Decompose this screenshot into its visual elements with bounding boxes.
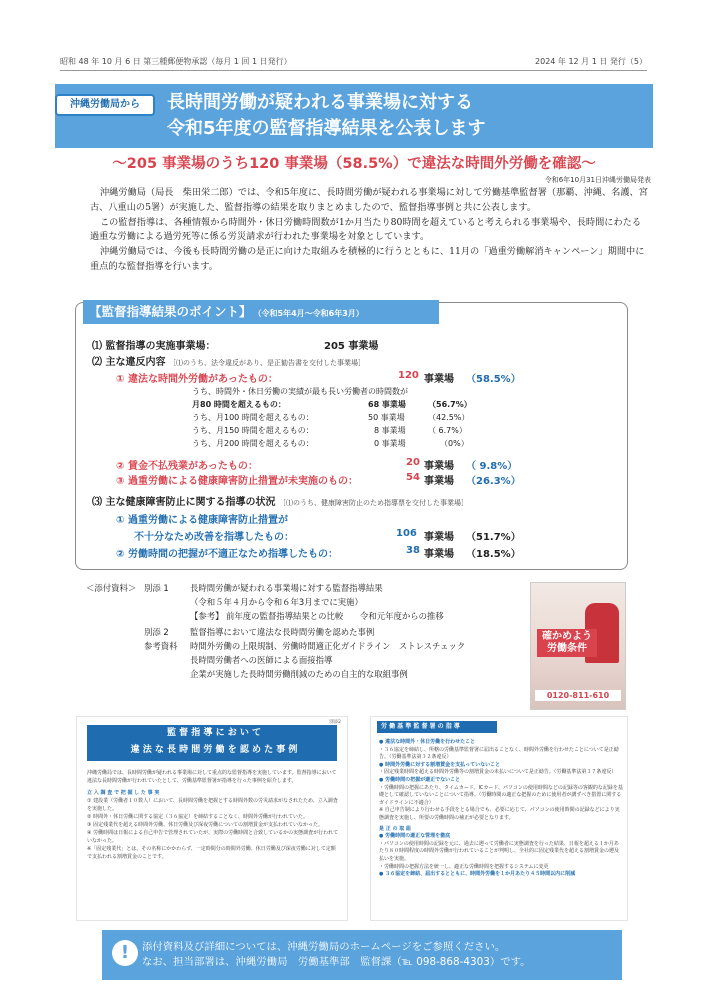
intro-paragraph: この監督指導は、各種情報から時間外・休日労働時間数が1か月当たり80時間を超えていると考えられる事業場や、長時間にわたる過重な労働による過労死等に係る労災請求が行われた事業場を対象としています。	[90, 216, 642, 243]
guidance-2-unit: 事業場	[424, 549, 454, 560]
intro-paragraph: 沖縄労働局では、今後も長時間労働の是正に向けた取組みを積極的に行うとともに、11月の「過重労働解消キャンペーン」期間中に重点的な監督指導を行います。	[90, 246, 645, 272]
sub-row-pct: （ 6.7%）	[428, 426, 467, 435]
doc-left-fact: ※「固定残業代」とは、その名称にかかわらず、一定時間分の時間外労働、休日労働及び深夜労働に対して定額で支払われる割増賃金のことです。	[87, 846, 336, 860]
guidance-1-count: 106	[396, 528, 417, 539]
doc-right-body	[379, 739, 623, 879]
page-title	[167, 90, 647, 142]
attachment-1-ref-tag: 【参考】	[190, 611, 224, 621]
item2-label	[92, 353, 365, 368]
violation-2-pct: （ 9.8%）	[466, 461, 518, 472]
intro-text	[90, 186, 650, 275]
sub-row-pct: （0%）	[440, 439, 469, 448]
footer-line-2: なお、担当部署は、沖縄労働局 労働基準部 監督課（℡ 098-868-4303）です。	[142, 956, 531, 968]
doc-right-step: ・パソコンの使用時間の記録を元に、過去に遡って労働者に実態調査を行った結果、日報を超える１か月あたり８０時間程度の時間外労働が行われていることが判明し、全社的に固定残業代を超える割増賃金の遡及払いを実施。	[379, 840, 620, 862]
violation-2-count: 20	[406, 457, 420, 468]
reference-1: 時間外労働の上限規制、労働時間適正化ガイドライン ストレスチェック	[190, 641, 466, 651]
sub-row-label: うち、月150 時間を超えるもの：	[192, 426, 314, 435]
violation-2-label: ② 賃金不払残業があったもの：	[116, 461, 258, 472]
attachment-1-sub: （令和５年４月から令和６年3月までに実施）	[190, 597, 363, 607]
guidance-1-label-b: 不十分なため改善を指導したもの：	[134, 532, 294, 543]
doc-left-tag: 別添2	[329, 720, 341, 725]
doc-right-item: ・３６協定を締結し、所轄の労働基準監督署に届出ることなく、時間外労働を行わせたことについて是正勧告。（労働基準法第３２条違反）	[379, 746, 619, 761]
footer-line-1: 添付資料及び詳細については、沖縄労働局のホームページをご参照ください。	[142, 941, 506, 953]
doc-right-item: ● 時間外労働に対する割増賃金を支払っていないこと	[379, 761, 501, 768]
doc-right-item: ・労働時間の把握にあたり、タイムカード、ICカード、パソコンの使用時間などの記録等の客観的な記録を基礎として確認していないことについて指導。（労働時間の適正な把握のために使用者が講ずべき措置に関するガイドラインに不適合）	[379, 784, 623, 806]
sub-row-pct: （56.7%）	[428, 400, 472, 409]
guidance-2-label: ② 労働時間の把握が不適正なため指導したもの：	[116, 549, 338, 560]
doc-right-item: ・固定残業時間を超える時間外労働等の割増賃金の未払いについて是正勧告。（労働基準法第３７条違反）	[379, 769, 617, 776]
doc-left-section: 立 入 調 査 で 把 握 し た 事 実	[87, 790, 160, 796]
points-period: （令和5年4月～令和6年3月）	[257, 309, 364, 318]
points-heading	[83, 300, 439, 324]
item3-note: ［⑴のうち、健康障害防止のため指導票を交付した事業場］	[278, 499, 468, 507]
info-icon: !	[112, 940, 138, 966]
attachment-2-text: 監督指導において違法な長時間労働を認めた事例	[190, 627, 375, 637]
sub-row-label: 月80 時間を超えるもの：	[192, 400, 286, 409]
release-date: 令和6年10月31日沖縄労働局発表	[544, 176, 651, 184]
doc-left-intro: 沖縄労働局では、長時間労働が疑われる事業場に対して重点的な監督指導を実施しています。監督指導において違法な長時間労働が行われていたとして、労働基準監督署が指導を行った事例を紹介します。	[87, 770, 337, 784]
violation-3-unit: 事業場	[424, 476, 454, 487]
reference-3: 企業が実施した長時間労働削減のための自主的な取組事例	[190, 669, 408, 679]
guidance-1-label-a: ① 過重労働による健康障害防止措置が	[116, 515, 288, 526]
violation-3-pct: （26.3%）	[466, 476, 521, 487]
header-left: 昭和 48 年 10 月 6 日 第三種郵便物承認（毎月 1 回 1 日発行）	[60, 57, 292, 66]
title-banner	[55, 84, 653, 148]
sub-row-count: 68 事業場	[368, 400, 406, 409]
guidance-2-count: 38	[406, 545, 420, 556]
footer-notice	[102, 930, 622, 980]
source-tag: 沖縄労働局から	[55, 94, 155, 116]
subtitle: ～205 事業場のうち120 事業場（58.5%）で違法な時間外労働を確認～	[112, 156, 596, 172]
title-line-2: 令和5年度の監督指導結果を公表します	[167, 118, 486, 139]
doc-right-item: ● 違法な時間外・休日労働を行わせたこと	[379, 739, 476, 745]
doc-left-title-2: 違 法 な 長 時 間 労 働 を 認 め た 事 例	[130, 745, 298, 755]
violation-2-unit: 事業場	[424, 461, 454, 472]
sub-row-count: 0 事業場	[374, 439, 406, 448]
sub-row-pct: （42.5%）	[428, 413, 470, 422]
violation-1-pct: （58.5%）	[466, 374, 521, 385]
title-line-1: 長時間労働が疑われる事業場に対する	[167, 92, 473, 113]
attachment-1-text: 長時間労働が疑われる事業場に対する監督指導結果	[190, 583, 383, 593]
doc-right-step: ・労働時間の把握方法を統一し、適正な労働時間を把握するシステムに変更	[379, 863, 549, 870]
item2-label-text: ⑵ 主な違反内容	[92, 357, 166, 368]
attachments-label: ＜添付資料＞	[86, 583, 137, 593]
attachment-1-ref: 前年度の監督指導結果との比較 令和元年度からの推移	[226, 611, 444, 621]
guidance-2-pct: （18.5%）	[466, 549, 521, 560]
attachment-1-tag: 別添 1	[144, 583, 169, 593]
doc-left-fact: ④ 労働時間は日報による自己申告で管理されていたが、実際の労働時間と合致しているかの実態調査が行われていなかった。	[87, 830, 339, 844]
intro-paragraph: 沖縄労働局（局長 柴田栄二郎）では、令和5年度に、長時間労働が疑われる事業場に対して労働基準監督署（那覇、沖縄、名護、宮古、八重山の5署）が実施した、監督指導の結果を取りまとめましたので、監督指導事例と共に公表します。	[90, 187, 648, 213]
guidance-1-unit: 事業場	[424, 532, 454, 543]
sub-row-label: うち、月100 時間を超えるもの：	[192, 413, 314, 422]
item3-label-text: ⑶ 主な健康障害防止に関する指導の状況	[92, 497, 276, 508]
doc-left-body	[87, 769, 339, 861]
doc-left-fact: ② 時間外・休日労働に関する協定（３６協定）を締結することなく、時間外労働が行われていた。	[87, 814, 308, 820]
item2-note: ［⑴のうち、法令違反があり、是正勧告書を交付した事業場］	[168, 359, 365, 367]
doc-right-title: 労 働 基 準 監 督 署 の 指 導	[377, 721, 497, 733]
attachment-2-tag: 別添 2	[144, 627, 169, 637]
sub-row-label: うち、月200 時間を超えるもの：	[192, 439, 314, 448]
reference-2: 長時間労働者への医師による面接指導	[190, 655, 333, 665]
campaign-poster	[530, 582, 626, 710]
poster-phone: 0120-811-610	[535, 690, 621, 701]
doc-left-title-1: 監 督 指 導 に お い て	[167, 728, 261, 738]
doc-right-step: ● 労働時間の適正な管理を徹底	[379, 833, 451, 840]
doc-right-section: 是 正 の 取 組	[379, 825, 411, 832]
doc-left-fact: ① 建設業（労働者１０数人）において、長時間労働を把握とする時間外数の労災請求がなされたため、立入調査を実施した。	[87, 798, 338, 812]
violation-3-label: ③ 過重労働による健康障害防止措置が未実施のもの：	[116, 476, 358, 487]
violation-1-unit: 事業場	[424, 374, 454, 385]
violation-1-label: ① 違法な時間外労働があったもの：	[116, 374, 278, 385]
header-divider	[60, 70, 647, 71]
item1-value: 205 事業場	[324, 341, 379, 352]
attachment-2-preview	[76, 716, 348, 921]
sub-row-count: 8 事業場	[374, 426, 406, 435]
guidance-1-pct: （51.7%）	[466, 532, 521, 543]
violation-1-count: 120	[398, 370, 419, 381]
doc-right-item: ● 労働時間の把握が適正でないこと	[379, 776, 461, 783]
item3-label	[92, 493, 468, 508]
sub-intro: うち、時間外・休日労働の実績が最も長い労働者の時間数が	[192, 387, 408, 396]
poster-title: 確かめよう労働条件	[537, 629, 597, 657]
reference-tag: 参考資料	[144, 641, 178, 651]
inspection-guidance-preview	[370, 716, 628, 921]
header-right: 2024 年 12 月 1 日 発行（5）	[535, 57, 647, 66]
item1-label: ⑴ 監督指導の実施事業場：	[92, 341, 216, 352]
violation-3-count: 54	[406, 472, 420, 483]
doc-left-title	[87, 725, 337, 761]
doc-right-step: ● ３６協定を締結、届出するとともに、時間外労働を１か月あたり４５時間以内に削減	[379, 871, 576, 878]
doc-right-item: ※ 自己申告制により行わせる手段をとる場合でも、必要に応じて、パソコンの使用時間の記録などにより実態調査を実施し、所要の労働時間の補正が必要となります。	[379, 807, 620, 821]
doc-left-fact: ③ 固定残業代を超える時間外労働、休日労働及び深夜労働についての割増賃金が支払われていなかった。	[87, 822, 323, 828]
points-heading-text: 【監督指導結果のポイント】	[89, 304, 252, 319]
sub-row-count: 50 事業場	[368, 413, 405, 422]
